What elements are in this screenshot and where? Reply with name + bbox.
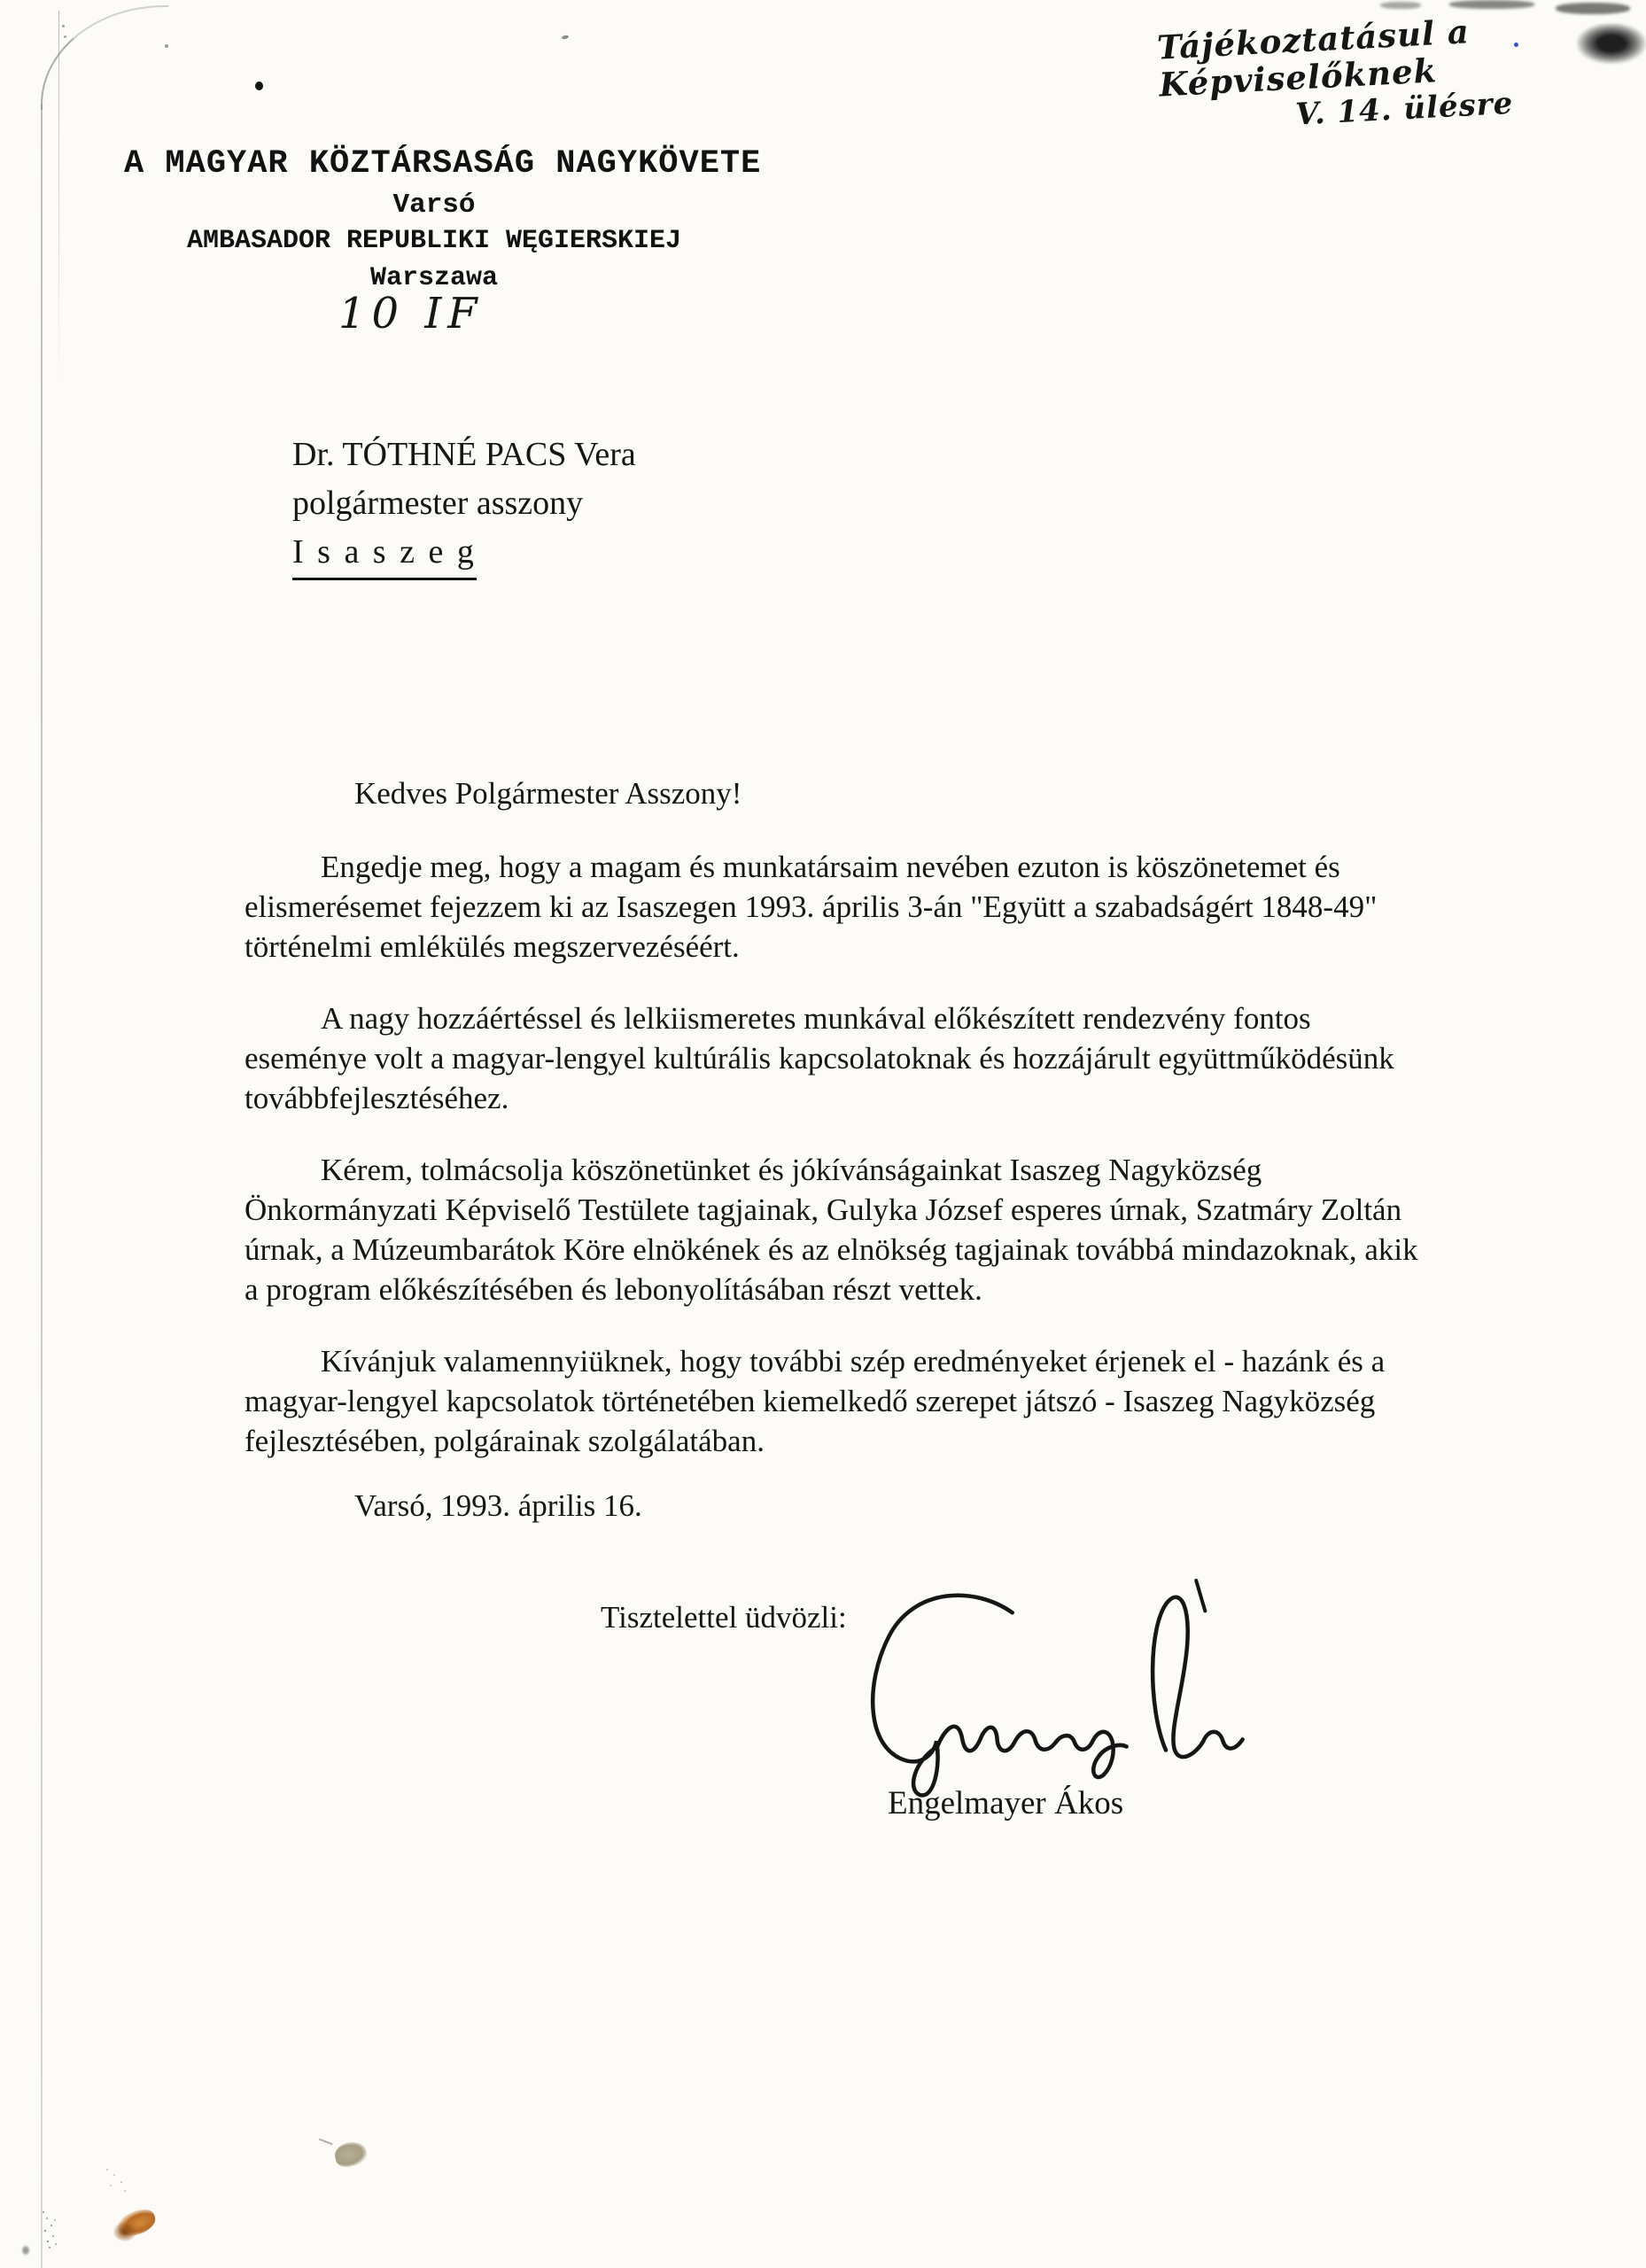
scan-noise	[1449, 0, 1534, 9]
handwritten-ref-number: 10 IF	[338, 289, 484, 338]
ink-speck	[255, 82, 263, 90]
body-paragraph: Engedje meg, hogy a magam és munkatársaim nevében ezuton is köszönetemet és elismerésemet fejezzem ki az Isaszegen 1993. április 3-án "Együtt a szabadságért 1848-49" történelmi emlékülés megszervezéséért.	[245, 850, 1378, 964]
signature-icon	[822, 1575, 1274, 1816]
closing-phrase: Tisztelettel üdvözli:	[601, 1600, 847, 1635]
letterhead-title-pl: AMBASADOR REPUBLIKI WĘGIERSKIEJ	[186, 226, 682, 256]
letterhead-title-hu: A MAGYAR KÖZTÁRSASÁG NAGYKÖVETE	[124, 145, 762, 183]
body-paragraph: Kérem, tolmácsolja köszönetünket és jókívánságainkat Isaszeg Nagyközség Önkormányzati Képviselő Testülete tagjainak, Gulyka József esperes úrnak, Szatmáry Zoltán úrnak, a Múzeumbarátok Köre elnökének és az elnökség tagjainak továbbá mindazoknak, akik a program előkészítésében és lebonyolításában részt vettek.	[245, 1153, 1418, 1307]
paper-speckles	[106, 2169, 108, 2171]
scan-speck	[62, 25, 65, 27]
recipient-block	[292, 431, 636, 580]
scan-noise	[1380, 2, 1421, 9]
paper-speckles	[43, 2211, 44, 2213]
salutation: Kedves Polgármester Asszony!	[354, 776, 742, 811]
routing-note-line1: Tájékoztatásul a Képviselőknek	[1156, 12, 1471, 105]
handwritten-routing-note	[1156, 3, 1646, 140]
routing-note-line2: V. 14. ülésre	[1294, 85, 1515, 133]
recipient-title: polgármester asszony	[292, 485, 584, 522]
scan-speck	[165, 44, 168, 48]
scan-corner-mark	[21, 2245, 30, 2256]
body-paragraph: A nagy hozzáértéssel és lelkiismeretes munkával előkészített rendezvény fontos eseménye volt a magyar-lengyel kultúrális kapcsolatoknak és hozzájárult együttműködésünk továbbfejlesztéséhez.	[245, 1001, 1394, 1115]
paper-stain-tan	[332, 2139, 369, 2170]
scan-inner-edge-line	[58, 11, 59, 392]
dateline: Varsó, 1993. április 16.	[354, 1488, 642, 1523]
letterhead-city-pl: Warszawa	[369, 263, 499, 293]
scan-page-edge-line	[41, 105, 43, 2268]
letterhead	[124, 145, 762, 293]
paper-stain-orange	[113, 2206, 159, 2243]
scan-speck	[562, 35, 570, 40]
letterhead-city-hu: Varsó	[392, 190, 476, 221]
recipient-city: I s a s z e g	[292, 528, 477, 580]
body-paragraph: Kívánjuk valamennyiüknek, hogy további szép eredményeket érjenek el - hazánk és a magyar-lengyel kapcsolatok történetében kiemelkedő szerepet játszó - Isaszeg Nagyközség fejlesztésében, polgárainak szolgálatában.	[245, 1344, 1386, 1458]
handwritten-signature	[822, 1575, 1274, 1816]
letter-body	[245, 847, 1423, 1493]
scan-page-edge-arc	[41, 5, 168, 110]
signer-name: Engelmayer Ákos	[888, 1785, 1124, 1821]
recipient-name: Dr. TÓTHNÉ PACS Vera	[292, 436, 636, 473]
